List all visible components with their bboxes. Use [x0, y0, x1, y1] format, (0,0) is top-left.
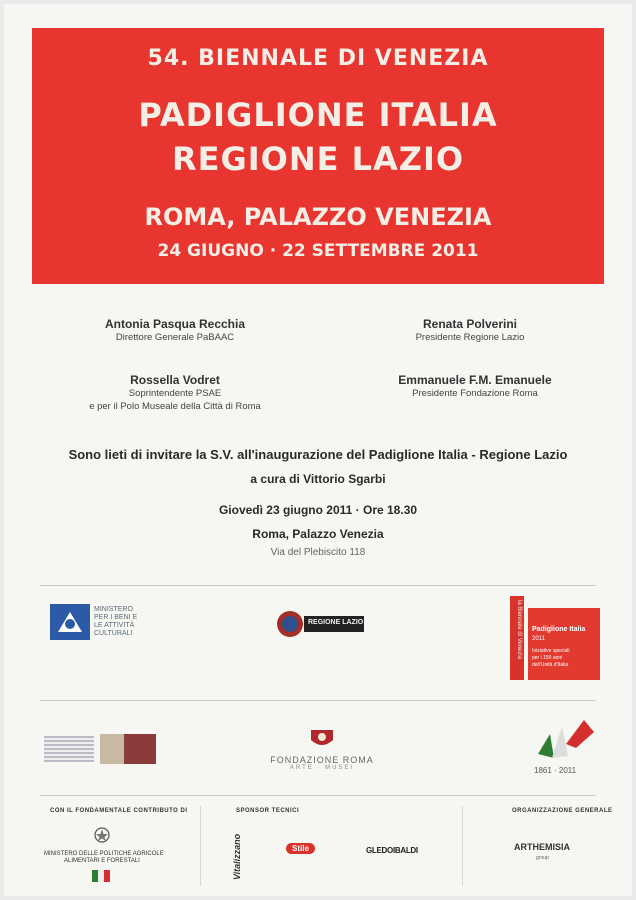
- ministry-emblem-icon: [50, 604, 90, 640]
- host-emanuele: Emmanuele F.M. Emanuele Presidente Fondazione Roma: [398, 373, 552, 399]
- fondazione-sub-label: ARTE · MUSEI: [289, 765, 355, 771]
- contributo-label: CON IL FONDAMENTALE CONTRIBUTO DI: [50, 808, 188, 814]
- padiglione-title: PADIGLIONE ITALIA: [138, 96, 498, 134]
- sponsor-divider: [200, 806, 201, 886]
- fondazione-roma-logo: [262, 728, 382, 778]
- ministry-logo: [50, 604, 90, 645]
- fondazione-emblem-icon: [309, 728, 335, 750]
- ministry-label: MINISTERO PER I BENI E LE ATTIVITÀ CULTURALI: [94, 606, 138, 637]
- venue-title: ROMA, PALAZZO VENEZIA: [144, 203, 492, 231]
- event-address: Via del Plebiscito 118: [270, 547, 366, 558]
- regione-label: REGIONE LAZIO: [308, 619, 364, 626]
- sponsor-gledoibaldi: GLEDOIBALDI: [366, 846, 418, 855]
- ministero-agricole-label: MINISTERO DELLE POLITICHE AGRICOLE: [44, 851, 164, 857]
- anniversary-logo: [528, 714, 602, 780]
- regione-lazio-logo: [272, 610, 364, 638]
- event-date: Giovedì 23 giugno 2011 · Ore 18.30: [218, 503, 418, 517]
- padiglione-box: Padiglione Italia 2011 Iniziative speciali per i 150 anni dell'Unità d'Italia: [528, 608, 600, 680]
- ministero-agricole-label-2: ALIMENTARI E FORESTALI: [64, 858, 140, 864]
- superintendence-logo: [44, 734, 156, 764]
- host-vodret: Rossella Vodret Soprintendente PSAE e per il Polo Museale della Città di Roma: [89, 373, 261, 412]
- biennale-vertical-label: la Biennale di Venezia: [516, 600, 522, 660]
- padiglione-logo: [510, 596, 602, 680]
- tecnici-label: SPONSOR TECNICI: [236, 808, 300, 814]
- host-polverini: Renata Polverini Presidente Regione Lazio: [415, 317, 525, 343]
- biennale-strip: [510, 596, 524, 680]
- flag-icon: [528, 714, 598, 760]
- sponsor-stile: Stile: [286, 843, 315, 854]
- divider: [40, 700, 596, 701]
- divider: [40, 585, 596, 586]
- header-banner: [32, 28, 604, 284]
- organizer-sub: group: [536, 855, 549, 861]
- host-recchia: Antonia Pasqua Recchia Direttore Generale PaBAAC: [104, 317, 246, 343]
- event-place: Roma, Palazzo Venezia: [252, 527, 384, 541]
- anniversary-label: 1861 · 2011: [534, 766, 577, 775]
- regione-title: REGIONE LAZIO: [171, 140, 465, 178]
- organizzazione-label: ORGANIZZAZIONE GENERALE: [512, 808, 613, 814]
- sponsor-vitalizzano: Vitalizzano: [232, 833, 242, 880]
- divider: [40, 795, 596, 796]
- organizer-arthemisia: ARTHEMISIA: [514, 842, 570, 852]
- biennale-title: 54. BIENNALE DI VENEZIA: [147, 46, 489, 71]
- sponsor-divider: [462, 806, 463, 886]
- curator-line: a cura di Vittorio Sgarbi: [250, 472, 386, 486]
- republic-emblem-icon: [94, 826, 110, 844]
- invitation-text: Sono lieti di invitare la S.V. all'inaugurazione del Padiglione Italia - Regione Lazio: [68, 447, 568, 462]
- fondazione-label: FONDAZIONE ROMA: [270, 755, 374, 765]
- date-range: 24 GIUGNO · 22 SETTEMBRE 2011: [157, 241, 479, 261]
